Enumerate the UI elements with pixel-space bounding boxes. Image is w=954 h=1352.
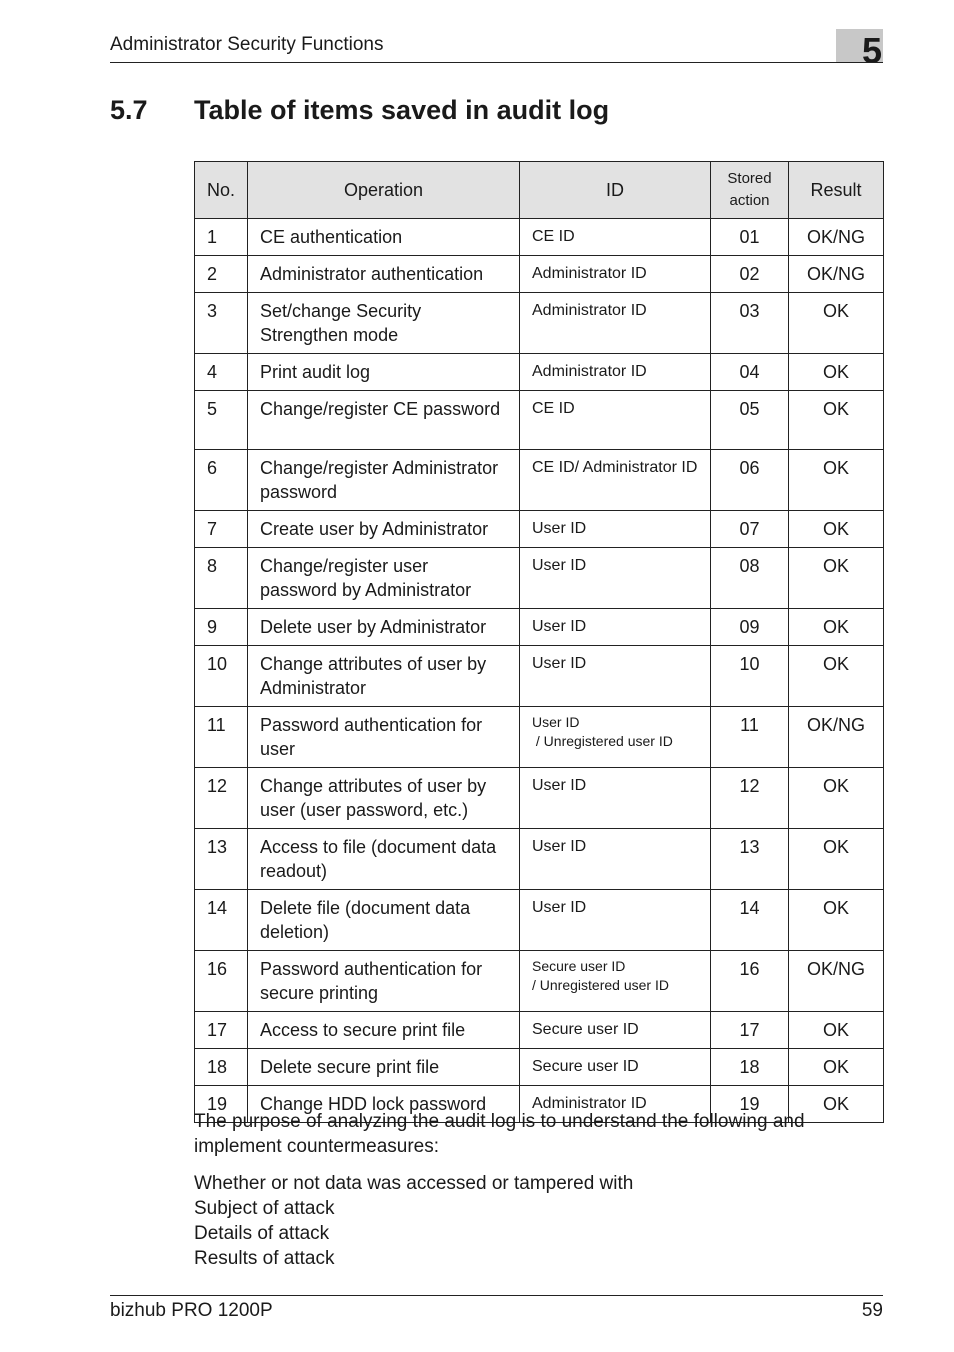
cell-no: 14 — [195, 890, 248, 951]
column-header-operation: Operation — [248, 162, 520, 219]
cell-operation: Set/change Security Strengthen mode — [248, 293, 520, 354]
cell-no: 2 — [195, 256, 248, 293]
column-header-stored-action — [711, 162, 789, 219]
cell-result: OK — [789, 1012, 884, 1049]
cell-operation: Password authentication for user — [248, 707, 520, 768]
cell-id: Administrator ID — [520, 293, 711, 354]
chapter-number-badge: 5 — [836, 29, 883, 62]
cell-stored-action: 09 — [711, 609, 789, 646]
table-row — [195, 890, 884, 951]
cell-no: 5 — [195, 391, 248, 450]
list-item: Subject of attack — [194, 1198, 335, 1219]
cell-stored-action: 18 — [711, 1049, 789, 1086]
cell-stored-action: 17 — [711, 1012, 789, 1049]
cell-no: 8 — [195, 548, 248, 609]
table-row — [195, 1012, 884, 1049]
cell-id: Administrator ID — [520, 354, 711, 391]
cell-result: OK — [789, 354, 884, 391]
cell-operation: Print audit log — [248, 354, 520, 391]
table-header-row — [195, 162, 884, 219]
table-row — [195, 450, 884, 511]
column-header-no: No. — [195, 162, 248, 219]
cell-id — [520, 951, 711, 1012]
cell-id: User ID — [520, 829, 711, 890]
section-number: 5.7 — [110, 95, 148, 125]
cell-stored-action: 03 — [711, 293, 789, 354]
cell-id-line2: / Unregistered user ID — [532, 977, 669, 993]
table-row — [195, 646, 884, 707]
cell-result: OK — [789, 609, 884, 646]
cell-result: OK — [789, 1049, 884, 1086]
cell-id: CE ID — [520, 219, 711, 256]
cell-stored-action: 08 — [711, 548, 789, 609]
cell-stored-action: 05 — [711, 391, 789, 450]
section-title: Table of items saved in audit log — [194, 95, 610, 125]
cell-result: OK — [789, 548, 884, 609]
cell-result: OK — [789, 829, 884, 890]
cell-id: User ID — [520, 548, 711, 609]
table-row — [195, 354, 884, 391]
cell-no: 4 — [195, 354, 248, 391]
column-header-result: Result — [789, 162, 884, 219]
cell-no: 1 — [195, 219, 248, 256]
cell-stored-action: 14 — [711, 890, 789, 951]
cell-operation: Delete user by Administrator — [248, 609, 520, 646]
cell-stored-action: 01 — [711, 219, 789, 256]
cell-no: 12 — [195, 768, 248, 829]
header-divider — [110, 62, 883, 63]
table-row — [195, 951, 884, 1012]
cell-id: Secure user ID — [520, 1012, 711, 1049]
cell-no: 13 — [195, 829, 248, 890]
list-item: Results of attack — [194, 1248, 335, 1269]
cell-operation: Access to file (document data readout) — [248, 829, 520, 890]
table-row — [195, 1049, 884, 1086]
cell-stored-action: 19 — [711, 1086, 789, 1123]
cell-no: 6 — [195, 450, 248, 511]
table-row — [195, 609, 884, 646]
cell-no: 7 — [195, 511, 248, 548]
cell-stored-action: 11 — [711, 707, 789, 768]
column-header-id: ID — [520, 162, 711, 219]
cell-id: Administrator ID — [520, 256, 711, 293]
cell-result: OK/NG — [789, 219, 884, 256]
list-item: Details of attack — [194, 1223, 330, 1244]
cell-result: OK/NG — [789, 707, 884, 768]
cell-id — [520, 707, 711, 768]
cell-id: User ID — [520, 609, 711, 646]
cell-operation: Delete secure print file — [248, 1049, 520, 1086]
table-row — [195, 511, 884, 548]
footer-page-number: 59 — [861, 1300, 883, 1321]
cell-id-line2: / Unregistered user ID — [532, 733, 673, 749]
cell-no: 17 — [195, 1012, 248, 1049]
cell-operation: Change/register Administrator password — [248, 450, 520, 511]
cell-operation: Change/register CE password — [248, 391, 520, 450]
cell-result: OK/NG — [789, 256, 884, 293]
list-item: Whether or not data was accessed or tampered with — [194, 1173, 634, 1194]
cell-no: 18 — [195, 1049, 248, 1086]
cell-stored-action: 04 — [711, 354, 789, 391]
cell-stored-action: 16 — [711, 951, 789, 1012]
footer-product-name: bizhub PRO 1200P — [110, 1300, 273, 1321]
cell-operation: Change attributes of user by user (user password, etc.) — [248, 768, 520, 829]
cell-result: OK — [789, 768, 884, 829]
table-row — [195, 829, 884, 890]
cell-id: User ID — [520, 646, 711, 707]
table-row — [195, 293, 884, 354]
cell-id: CE ID — [520, 391, 711, 450]
cell-id-line1: Secure user ID — [532, 958, 626, 974]
cell-stored-action: 10 — [711, 646, 789, 707]
table-row — [195, 548, 884, 609]
cell-id: Secure user ID — [520, 1049, 711, 1086]
audit-log-table — [194, 161, 884, 1123]
cell-id: User ID — [520, 768, 711, 829]
cell-no: 10 — [195, 646, 248, 707]
cell-no: 3 — [195, 293, 248, 354]
cell-result: OK — [789, 450, 884, 511]
table-row — [195, 768, 884, 829]
cell-stored-action: 12 — [711, 768, 789, 829]
cell-operation: CE authentication — [248, 219, 520, 256]
cell-result: OK — [789, 1086, 884, 1123]
table-row — [195, 219, 884, 256]
cell-no: 11 — [195, 707, 248, 768]
purpose-list — [194, 1171, 884, 1271]
cell-id: User ID — [520, 890, 711, 951]
cell-operation: Access to secure print file — [248, 1012, 520, 1049]
cell-operation: Change attributes of user by Administrator — [248, 646, 520, 707]
cell-stored-action: 07 — [711, 511, 789, 548]
table-row — [195, 707, 884, 768]
cell-id: User ID — [520, 511, 711, 548]
cell-no: 19 — [195, 1086, 248, 1123]
cell-operation: Administrator authentication — [248, 256, 520, 293]
cell-no: 9 — [195, 609, 248, 646]
table-row — [195, 391, 884, 450]
cell-result: OK — [789, 293, 884, 354]
cell-operation: Delete file (document data deletion) — [248, 890, 520, 951]
cell-operation: Create user by Administrator — [248, 511, 520, 548]
stored-header-line1: Stored — [727, 170, 772, 187]
table-row — [195, 256, 884, 293]
cell-no: 16 — [195, 951, 248, 1012]
cell-result: OK — [789, 646, 884, 707]
footer-divider — [110, 1295, 883, 1296]
cell-stored-action: 13 — [711, 829, 789, 890]
cell-stored-action: 02 — [711, 256, 789, 293]
cell-operation: Password authentication for secure printing — [248, 951, 520, 1012]
cell-result: OK — [789, 391, 884, 450]
cell-stored-action: 06 — [711, 450, 789, 511]
stored-header-line2: action — [729, 192, 770, 209]
cell-result: OK — [789, 890, 884, 951]
cell-operation: Change/register user password by Administrator — [248, 548, 520, 609]
header-title: Administrator Security Functions — [110, 34, 384, 55]
cell-operation: Change HDD lock password — [248, 1086, 520, 1123]
cell-id: CE ID/ Administrator ID — [520, 450, 711, 511]
cell-result: OK — [789, 511, 884, 548]
intro-paragraph: The purpose of analyzing the audit log is to understand the following and implement countermeasures: — [194, 1111, 805, 1157]
cell-id-line1: User ID — [532, 714, 580, 730]
cell-id: Administrator ID — [520, 1086, 711, 1123]
cell-result: OK/NG — [789, 951, 884, 1012]
